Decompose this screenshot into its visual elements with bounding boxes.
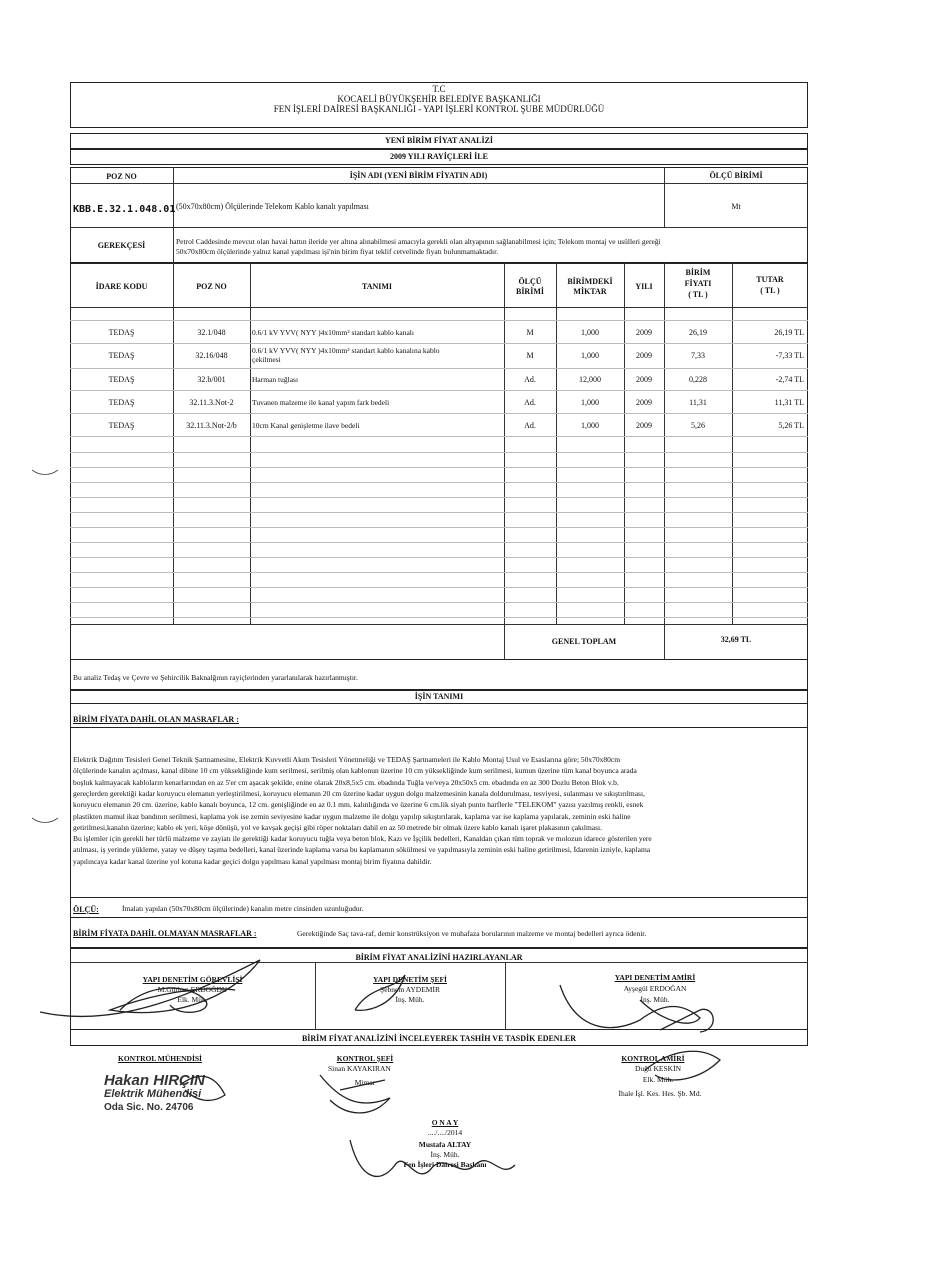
poz-no-label: POZ NO bbox=[106, 172, 137, 181]
row-poz: 32.16/048 bbox=[195, 351, 228, 360]
col-fiyat-2: FİYATI bbox=[684, 279, 712, 288]
row-miktar: 1,000 bbox=[581, 398, 599, 407]
description-line: plastikten mamul ikaz bandının serilmesi, kaplama yok ise zemin seviyesine kadar uygun malzeme ile dolgu yapılıp sıkıştırılarak, kaplama var ise kaplama yapılarak, zeminin eski haline bbox=[73, 811, 631, 821]
row-idare: TEDAŞ bbox=[108, 398, 135, 407]
isin-adi-label: İŞİN ADI (YENİ BİRİM FİYATIN ADI) bbox=[349, 171, 488, 180]
p1-role: YAPI DENETİM GÖREVLİSİ bbox=[142, 975, 243, 984]
row-tanim: 0.6/1 kV YVV( NYY )4x10mm² standart kablo kanalı bbox=[252, 328, 414, 337]
col-tutar-1: TUTAR bbox=[756, 275, 784, 284]
description-line: atılması, iş yerinde yükleme, yatay ve düşey taşıma bedelleri, kanal üzerinde kaplama varsa bu kaplamanın sökülmesi ve yapılmasıyla zeminin eski haline getirilmesi, İdarenin izniyle, kaplama bbox=[73, 845, 651, 855]
col-tutar-2: ( TL ) bbox=[760, 286, 780, 295]
row-miktar: 1,000 bbox=[581, 351, 599, 360]
row-poz: 32.b/001 bbox=[197, 375, 226, 384]
p2-role: YAPI DENETİM ŞEFİ bbox=[373, 975, 447, 984]
p2-title: İnş. Müh. bbox=[395, 995, 425, 1004]
col-olcu-1: ÖLÇÜ bbox=[518, 277, 542, 286]
row-tanim-cont: çekilmesi bbox=[252, 355, 281, 364]
header-department: FEN İŞLERİ DAİRESİ BAŞKANLIĞI - YAPI İŞLERİ KONTROL ŞUBE MÜDÜRLÜĞÜ bbox=[273, 104, 605, 114]
gerekce-line1: Petrol Caddesinde mevcut olan havai hattın ileride yer altına alınabilmesi amacıyla gerekli olan altyapının sağlanabilmesi için; Telekom montaj ve usülleri gereği bbox=[176, 237, 661, 246]
row-yil: 2009 bbox=[636, 375, 652, 384]
k3-subtitle: İhale İşl. Kes. Hes. Şb. Md. bbox=[618, 1089, 702, 1098]
k1-stamp-title: Elektrik Mühendisi bbox=[104, 1088, 202, 1100]
p2-name: Şebnem AYDEMİR bbox=[380, 985, 440, 994]
row-yil: 2009 bbox=[636, 421, 652, 430]
description-line: Elektrik Dağıtım Tesisleri Genel Teknik Şartnamesine, Elektrik Kuvvetli Akım Tesisleri Yönetmeliği ve TEDAŞ Şartnameleri ile Kablo Montaj Usul ve Esaslarına göre; 50x70x80cm bbox=[73, 755, 621, 764]
k3-role: KONTROL AMİRİ bbox=[621, 1054, 685, 1063]
description-line: boşluk kalmayacak kabloların kenarlarından en az 5'er cm aşacak şekilde, enine olarak 20x8,5x5 cm. ebadında Tuğla ve/veya 20x50x5 cm. ebadında en az 300 Dozlu Beton Blok v.b. bbox=[73, 777, 619, 787]
gerekce-line2: 50x70x80cm ölçülerinde yalnız kanal yapılması işi'nin birim fiyat teklif cetvelinde fiyatı bulunmamaktadır. bbox=[176, 247, 499, 256]
col-olcu-2: BİRİMİ bbox=[515, 287, 544, 296]
year-title: 2009 YILI RAYİÇLERİ İLE bbox=[390, 152, 488, 161]
onay-title: O N A Y bbox=[431, 1118, 459, 1127]
onay-title2: İnş. Müh. bbox=[430, 1150, 460, 1159]
row-poz: 32.11.3.Not-2/b bbox=[186, 421, 237, 430]
k3-name: Duğu KESKİN bbox=[634, 1064, 682, 1073]
header-municipality: KOCAELİ BÜYÜKŞEHİR BELEDİYE BAŞKANLIĞI bbox=[337, 94, 541, 104]
col-miktar-1: BİRİMDEKİ bbox=[567, 277, 613, 286]
row-birim: M bbox=[526, 328, 534, 337]
gerekce-label: GEREKÇESİ bbox=[97, 241, 146, 250]
col-tanimi: TANIMI bbox=[361, 282, 393, 291]
onay-name: Mustafa ALTAY bbox=[418, 1140, 472, 1149]
genel-toplam-label: GENEL TOPLAM bbox=[551, 637, 617, 646]
source-note: Bu analiz Tedaş ve Çevre ve Şehircilik Baknalğının rayiçlerinden yararlanılarak hazırlanmıştır. bbox=[73, 673, 358, 682]
row-miktar: 1,000 bbox=[581, 421, 599, 430]
col-poz-no: POZ NO bbox=[196, 282, 227, 291]
haric-text: Gerektiğinde Saç tava-raf, demir konstrüksiyon ve muhafaza borularının malzeme ve montaj bedelleri ayrıca ödenir. bbox=[297, 929, 647, 938]
p1-title: Elk. Müh. bbox=[177, 995, 208, 1004]
cost-table bbox=[70, 263, 808, 660]
description-line: Bu işlemler için gerekli her türlü malzeme ve zayiatı ile gerektiği kadar koruyucu tuğla veya beton blok, Kazı ve İşçilik bedelleri, Kanaldan çıkan tüm toprak ve molozun idarece gösterilen yere bbox=[73, 834, 652, 844]
row-tutar: -7,33 TL bbox=[775, 351, 804, 360]
analysis-title: YENİ BİRİM FİYAT ANALİZİ bbox=[384, 136, 494, 145]
row-idare: TEDAŞ bbox=[108, 328, 135, 337]
row-idare: TEDAŞ bbox=[108, 375, 135, 384]
row-poz: 32.11.3.Not-2 bbox=[189, 398, 234, 407]
k2-name: Sinan KAYAKIRAN bbox=[328, 1064, 391, 1073]
hazirlayanlar-title: BİRİM FİYAT ANALİZİNİ HAZIRLAYANLAR bbox=[355, 953, 523, 962]
description-line: gereçlerden gerektiği kadar koruyucu elemanın yerleştirilmesi, koruyucu elemanın 20 cm üzerine kadar uygun dolgu malzemesinin kanala doldurulması, tesviyesi, sulanması ve sıkıştırılması, bbox=[73, 788, 645, 798]
row-yil: 2009 bbox=[636, 351, 652, 360]
col-idare-kodu: İDARE KODU bbox=[95, 282, 148, 291]
row-tutar: -2,74 TL bbox=[775, 375, 804, 384]
description-line: yapılıncaya kadar kanal üzerine yol kotuna kadar geçici dolgu yapılması kanal yapılması montaj birim fiyatına dahildir. bbox=[73, 856, 432, 866]
col-yili: YILI bbox=[635, 282, 653, 291]
olcu-label: ÖLÇÜ: bbox=[73, 905, 99, 914]
row-tanim: 10cm Kanal genişletme ilave bedeli bbox=[252, 421, 360, 430]
p3-name: Ayşegül ERDOĞAN bbox=[623, 984, 687, 993]
row-tutar: 11,31 TL bbox=[774, 398, 804, 407]
row-miktar: 1,000 bbox=[581, 328, 599, 337]
inceleyenler-title: BİRİM FİYAT ANALİZİNİ İNCELEYEREK TASHİH VE TASDİK EDENLER bbox=[301, 1034, 577, 1043]
row-tutar: 26,19 TL bbox=[774, 328, 804, 337]
haric-title: BİRİM FİYATA DAHİL OLMAYAN MASRAFLAR : bbox=[73, 929, 257, 938]
isin-adi-value: (50x70x80cm) Ölçülerinde Telekom Kablo kanalı yapılması bbox=[176, 202, 369, 211]
row-fiyat: 26,19 bbox=[689, 328, 707, 337]
k1-role: KONTROL MÜHENDİSİ bbox=[118, 1054, 202, 1063]
header bbox=[70, 84, 808, 126]
p3-role: YAPI DENETİM AMİRİ bbox=[614, 973, 696, 982]
description-line: koruyucu elemanın 20 cm. üzerine, kablo kanalı boyunca, 12 cm. genişliğinde en az 0.1 mm. kalınlığında ve üzerine 6 cm.lik siyah punto harflerle "TELEKOM" yazısı yazılmış renkli, esnek bbox=[73, 800, 644, 810]
row-miktar: 12,000 bbox=[579, 375, 601, 384]
row-fiyat: 0,228 bbox=[689, 375, 707, 384]
col-fiyat-1: BİRİM bbox=[685, 268, 711, 277]
k3-title: Elk. Müh. bbox=[642, 1075, 674, 1084]
p1-name: M.Gürhan ERDOĞDU bbox=[157, 985, 228, 994]
row-idare: TEDAŞ bbox=[108, 421, 135, 430]
row-fiyat: 11,31 bbox=[689, 398, 707, 407]
k1-stamp-reg: Oda Sic. No. 24706 bbox=[104, 1102, 194, 1113]
olcu-birimi-value: Mt bbox=[731, 202, 741, 211]
olcu-birimi-label: ÖLÇÜ BİRİMİ bbox=[709, 171, 763, 180]
poz-no-value: KBB.E.32.1.048.01 bbox=[73, 204, 176, 215]
col-miktar-2: MİKTAR bbox=[573, 287, 607, 296]
row-yil: 2009 bbox=[636, 328, 652, 337]
onay-role: Fen İşleri Dairesi Başkanı bbox=[403, 1160, 487, 1169]
row-birim: Ad. bbox=[524, 398, 536, 407]
row-idare: TEDAŞ bbox=[108, 351, 135, 360]
row-poz: 32.1/048 bbox=[197, 328, 226, 337]
k1-stamp-name: Hakan HIRÇIN bbox=[104, 1072, 205, 1089]
dahil-title: BİRİM FİYATA DAHİL OLAN MASRAFLAR : bbox=[73, 715, 239, 724]
row-tanim: 0.6/1 kV YVV( NYY )4x10mm² standart kablo kanalına kablo bbox=[252, 346, 440, 355]
row-tanim: Harman tuğlası bbox=[252, 375, 299, 384]
genel-toplam-value: 32,69 TL bbox=[720, 635, 752, 644]
k2-title: Mimar bbox=[354, 1078, 376, 1087]
row-fiyat: 7,33 bbox=[691, 351, 705, 360]
p3-title: İnş. Müh. bbox=[640, 995, 670, 1004]
olcu-text: İmalatı yapılan (50x70x80cm ölçülerinde) kanalın metre cinsinden uzunluğudur. bbox=[122, 904, 364, 913]
row-birim: Ad. bbox=[524, 421, 536, 430]
k2-role: KONTROL ŞEFİ bbox=[336, 1054, 394, 1063]
description-line: getirilmesi,kanalın üzerine; kablo ek yeri, köşe dönüşü, yol ve kavşak geçişi gibi röper noktaları dahil en az 50 metrede bir olmak üzere kablo kanalı işaret plakasının çakılması. bbox=[73, 822, 602, 832]
row-birim: Ad. bbox=[524, 375, 536, 384]
row-birim: M bbox=[526, 351, 534, 360]
onay-date: ..../..../2014 bbox=[427, 1128, 463, 1137]
col-fiyat-3: ( TL ) bbox=[688, 290, 708, 299]
description-line: ölçülerinde kanalın açılması, kanal dibine 10 cm yüksekliğinde kum serilmesi, serilmiş olan kablonun üzerine 10 cm yüksekliğinde kum serilmesi, kumun üzerine tüm kanal boyunca arada bbox=[73, 766, 637, 776]
row-tanim: Tuvanen malzeme ile kanal yapım fark bedeli bbox=[252, 398, 390, 407]
row-fiyat: 5,26 bbox=[691, 421, 705, 430]
header-tc: T.C bbox=[432, 84, 446, 94]
isin-tanimi-title: İŞİN TANIMI bbox=[414, 692, 464, 701]
row-tutar: 5,26 TL bbox=[778, 421, 804, 430]
row-yil: 2009 bbox=[636, 398, 652, 407]
